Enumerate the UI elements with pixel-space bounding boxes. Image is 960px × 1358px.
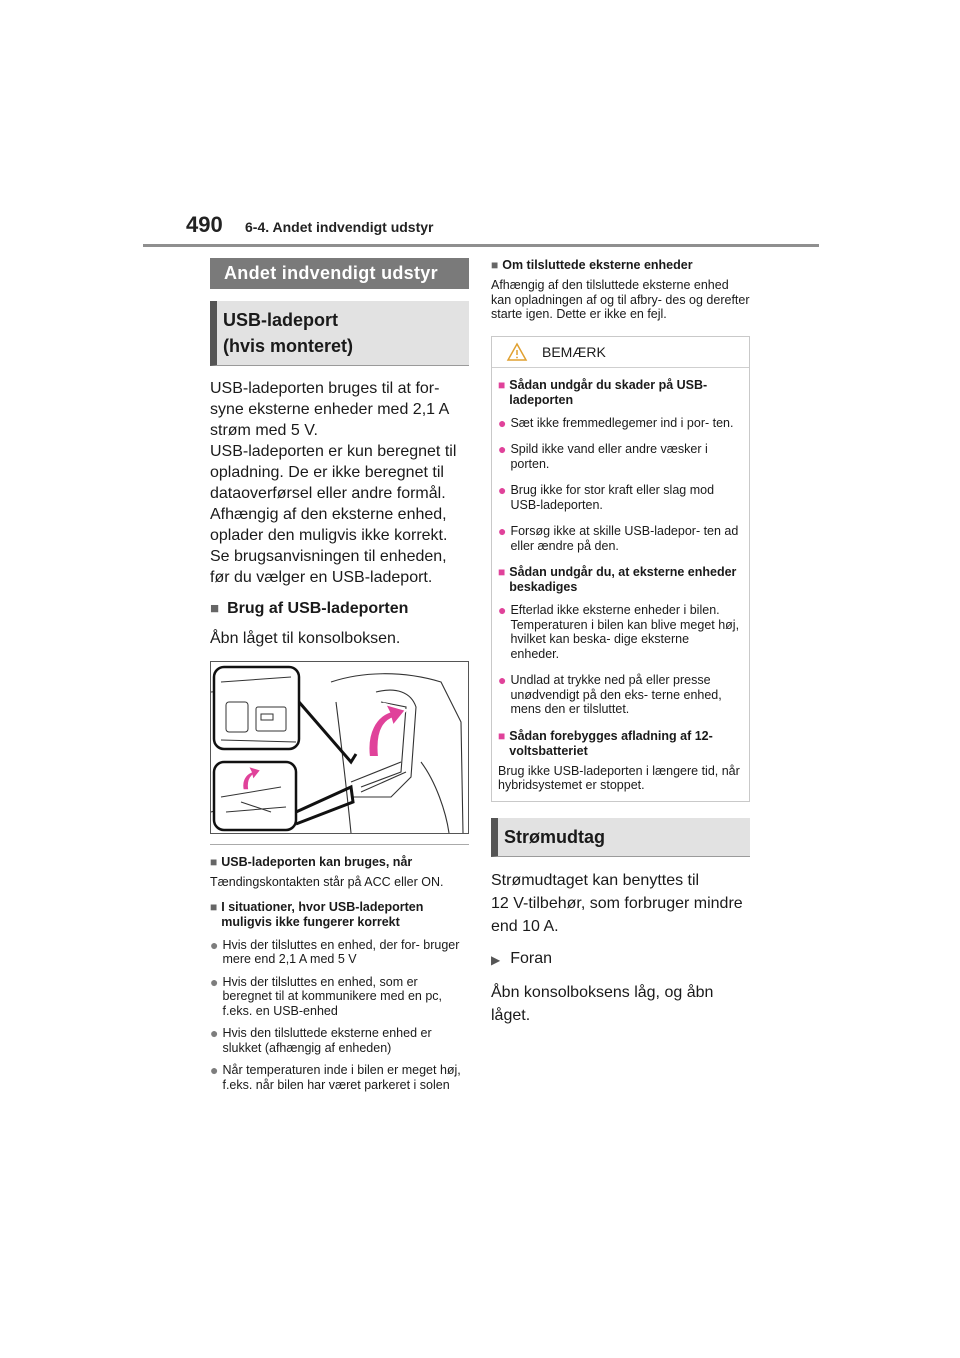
bullet-dot-icon: ● — [210, 973, 219, 990]
note-fail-heading-text: I situationer, hvor USB-ladeporten muligvis ikke fungerer korrekt — [221, 899, 424, 929]
lift-arrow — [368, 704, 406, 757]
notice-title — [492, 337, 749, 368]
usb-intro — [210, 378, 469, 588]
intro-line: Afhængig af den eksterne enhed, — [210, 506, 447, 523]
bullet-dot-icon: ● — [210, 936, 219, 953]
page-number: 490 — [186, 212, 223, 237]
fail-bullet — [210, 975, 469, 1019]
fail-bullet — [210, 1026, 469, 1055]
intro-line: USB-ladeporten er kun beregnet til — [210, 443, 457, 460]
connected-devices-heading-text: Om tilsluttede eksterne enheder — [502, 258, 693, 272]
connected-devices-text: Afhængig af den tilsluttede eksterne enhed kan opladningen af og til afbry- des og derefter starte igen. Dette er ikke en fejl. — [491, 278, 750, 321]
right-column — [491, 258, 750, 1027]
square-bullet-icon: ■ — [210, 899, 218, 914]
square-bullet-icon: ■ — [210, 855, 218, 869]
connected-devices-heading — [491, 258, 750, 273]
use-heading — [210, 600, 469, 618]
square-bullet-icon: ■ — [210, 600, 220, 617]
intro-line: før du vælger en USB-ladeport. — [210, 569, 433, 586]
use-heading-text: Brug af USB-ladeporten — [227, 600, 409, 617]
fail-bullet — [210, 1063, 469, 1092]
power-line: 12 V-tilbehør, som forbruger mindre — [491, 894, 743, 912]
bullet-dot-icon: ● — [498, 672, 507, 688]
intro-line: dataoverførsel eller andre formål. — [210, 485, 446, 502]
notice-heading-battery — [498, 729, 741, 759]
header-rule — [143, 244, 819, 247]
usb-subbanner-line1: USB-ladeport — [223, 310, 339, 330]
notice-heading-damage-text: Sådan undgår du skader på USB-ladeporten — [509, 377, 708, 407]
square-bullet-icon: ■ — [491, 258, 499, 272]
front-label-row — [491, 950, 750, 971]
notice-heading-damage — [498, 378, 741, 408]
notice-battery-text: Brug ikke USB-ladeporten i længere tid, når hybridsystemet er stoppet. — [498, 763, 740, 792]
section-title: 6-4. Andet indvendigt udstyr — [245, 219, 434, 235]
usb-subbanner — [210, 301, 469, 366]
notice-bullet-text: Efterlad ikke eksterne enheder i bilen. Temperaturen i bilen kan blive meget høj, hvilket kan beska- dige eksterne enheder. — [510, 603, 740, 661]
power-subbanner-text: Strømudtag — [504, 826, 605, 847]
notice-bullet-text: Spild ikke vand eller andre væsker i porten. — [510, 442, 708, 471]
bullet-dot-icon: ● — [498, 523, 507, 539]
note-fail-heading — [210, 900, 469, 930]
intro-line: syne eksterne enheder med 2,1 A — [210, 401, 450, 418]
intro-line: Se brugsanvisningen til enheden, — [210, 548, 447, 565]
open-lid-text: Åbn låget til konsolboksen. — [210, 630, 401, 647]
console-illustration — [210, 661, 469, 834]
bullet-dot-icon: ● — [498, 441, 507, 457]
usb-subbanner-line2: (hvis monteret) — [223, 336, 354, 356]
notice-bullet-text: Brug ikke for stor kraft eller slag mod USB-ladeporten. — [510, 483, 715, 512]
note-usable-heading — [210, 855, 469, 870]
notice-bullet-text: Undlad at trykke ned på eller presse unødvendigt på den eks- terne enhed, mens den er tilsluttet. — [510, 673, 722, 716]
notice-bullet-text: Forsøg ikke at skille USB-ladepor- ten ad eller ændre på den. — [510, 524, 739, 553]
notice-bullet — [498, 524, 741, 553]
triangle-right-icon: ▶ — [491, 952, 501, 967]
front-label: Foran — [510, 949, 553, 967]
intro-line: opladning. De er ikke beregnet til — [210, 464, 444, 481]
bullet-dot-icon: ● — [498, 414, 507, 431]
chapter-banner: Andet indvendigt udstyr — [210, 258, 469, 289]
front-line: låget. — [491, 1006, 531, 1024]
power-line: Strømudtaget kan benyttes til — [491, 871, 700, 889]
notice-bullet — [498, 483, 741, 512]
notice-heading-devices — [498, 565, 741, 595]
bullet-dot-icon: ● — [498, 602, 507, 618]
square-bullet-icon: ■ — [498, 565, 506, 579]
fail-bullet-text: Når temperaturen inde i bilen er meget høj, f.eks. når bilen har været parkeret i solen — [222, 1063, 461, 1092]
notice-bullet — [498, 673, 741, 717]
fail-bullet — [210, 938, 469, 967]
notice-bullet — [498, 416, 741, 431]
notice-bullet — [498, 603, 741, 661]
bullet-dot-icon: ● — [210, 1025, 219, 1041]
note-usable-heading-text: USB-ladeporten kan bruges, når — [221, 855, 413, 869]
power-line: end 10 A. — [491, 917, 559, 935]
bullet-dot-icon: ● — [210, 1062, 219, 1078]
intro-line: strøm med 5 V. — [210, 422, 318, 439]
intro-line: USB-ladeporten bruges til at for- — [210, 380, 440, 397]
square-bullet-icon: ■ — [498, 377, 506, 392]
power-text — [491, 869, 750, 938]
notice-box — [491, 336, 750, 802]
notice-title-text: BEMÆRK — [542, 343, 606, 360]
front-text — [491, 981, 750, 1027]
bullet-dot-icon: ● — [498, 482, 507, 498]
square-bullet-icon: ■ — [498, 728, 506, 743]
notice-heading-battery-text: Sådan forebygges afladning af 12-voltsbatteriet — [509, 728, 713, 758]
notice-bullet-text: Sæt ikke fremmedlegemer ind i por- ten. — [510, 415, 734, 430]
intro-line: oplader den muligvis ikke korrekt. — [210, 527, 448, 544]
fail-bullet-text: Hvis der tilsluttes en enhed, som er beregnet til at kommunikere med en pc, f.eks. en USB-enhed — [222, 974, 443, 1018]
notice-bullet — [498, 442, 741, 471]
power-subbanner — [491, 818, 750, 857]
notice-heading-devices-text: Sådan undgår du, at eksterne enheder beskadiges — [509, 565, 737, 594]
fail-bullet-text: Hvis den tilsluttede eksterne enhed er slukket (afhængig af enheden) — [222, 1026, 432, 1055]
left-column — [210, 258, 469, 1092]
front-line: Åbn konsolboksens låg, og åbn — [491, 983, 714, 1001]
fail-bullet-text: Hvis der tilsluttes en enhed, der for- bruger mere end 2,1 A med 5 V — [222, 937, 460, 966]
note-usable-text: Tændingskontakten står på ACC eller ON. — [210, 875, 444, 889]
console-drawing — [211, 662, 468, 833]
divider — [210, 844, 469, 845]
warning-triangle-icon — [506, 342, 528, 362]
